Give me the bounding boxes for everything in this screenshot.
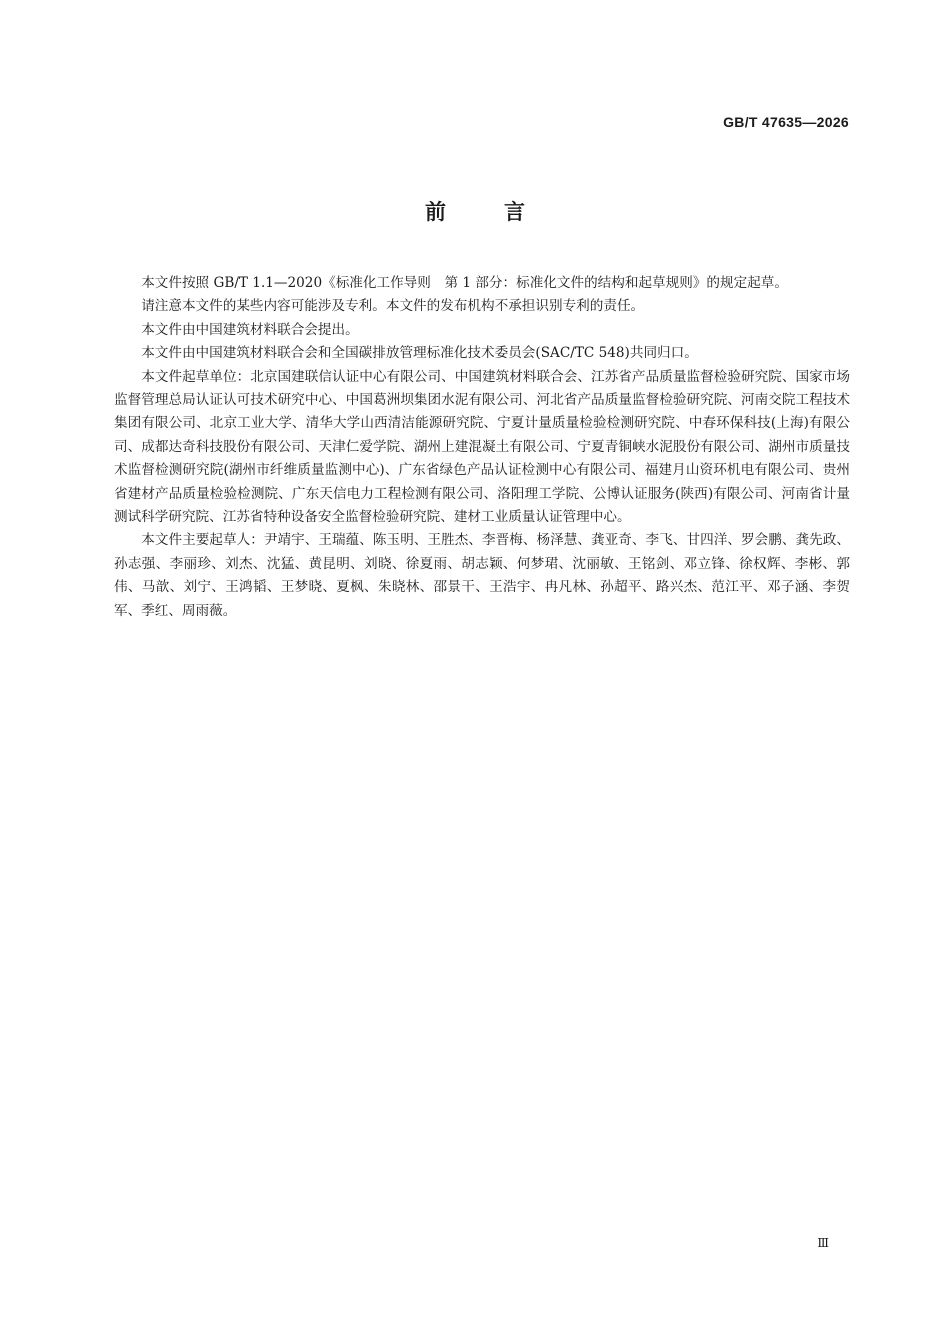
paragraph-drafters: 本文件主要起草人：尹靖宇、王瑞蕴、陈玉明、王胜杰、李晋梅、杨泽慧、龚亚奇、李飞、甘四洋、罗会鹏、龚先政、孙志强、李丽珍、刘杰、沈猛、黄昆明、刘晓、徐夏雨、胡志颖、何梦珺、沈丽敏、王铭剑、邓立锋、徐权辉、李彬、郭伟、马歆、刘宁、王鸿韬、王梦晓、夏枫、朱晓林、邵景干、王浩宇、冉凡林、孙超平、路兴杰、范江平、邓子涵、李贺军、季红、周雨薇。 bbox=[114, 532, 850, 619]
paragraph-proposer: 本文件由中国建筑材料联合会提出。 bbox=[141, 321, 359, 338]
paragraph-patent-notice: 请注意本文件的某些内容可能涉及专利。本文件的发布机构不承担识别专利的责任。 bbox=[141, 298, 645, 315]
page-title: 前言 bbox=[425, 200, 583, 224]
paragraph-drafting-organizations: 本文件起草单位：北京国建联信认证中心有限公司、中国建筑材料联合会、江苏省产品质量监督检验研究院、国家市场监督管理总局认证认可技术研究中心、中国葛洲坝集团水泥有限公司、河北省产品质量监督检验研究院、河南交院工程技术集团有限公司、北京工业大学、清华大学山西清洁能源研究院、宁夏计量质量检验检测研究院、中春环保科技(上海)有限公司、成都达奇科技股份有限公司、天津仁爱学院、湖州上建混凝土有限公司、宁夏青铜峡水泥股份有限公司、湖州市质量技术监督检测研究院(湖州市纤维质量监测中心)、广东省绿色产品认证检测中心有限公司、福建月山资环机电有限公司、贵州省建材产品质量检验检测院、广东天信电力工程检测有限公司、洛阳理工学院、公博认证服务(陕西)有限公司、河南省计量测试科学研究院、江苏省特种设备安全监督检验研究院、建材工业质量认证管理中心。 bbox=[114, 368, 850, 526]
foreword-body bbox=[114, 272, 850, 623]
document-code: GB/T 47635—2026 bbox=[723, 114, 849, 130]
paragraph-drafting-rules: 本文件按照 GB/T 1.1—2020《标准化工作导则 第 1 部分：标准化文件的结构和起草规则》的规定起草。 bbox=[141, 275, 788, 291]
paragraph-technical-committee: 本文件由中国建筑材料联合会和全国碳排放管理标准化技术委员会(SAC/TC 548)共同归口。 bbox=[141, 345, 698, 362]
page-number: Ⅲ bbox=[817, 1236, 829, 1250]
